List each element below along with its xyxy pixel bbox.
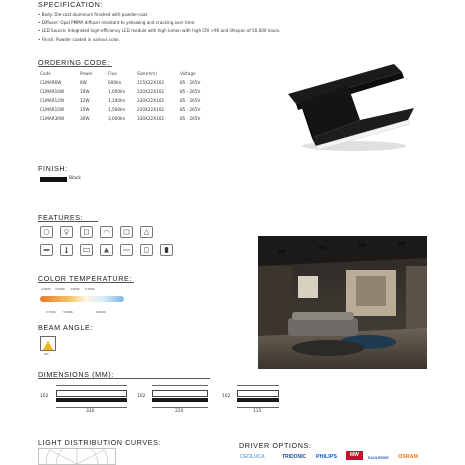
color-temperature-heading: COLOR TEMPERATURE: — [38, 274, 132, 283]
cell-voltage: 85 - 265V — [180, 98, 201, 103]
ordering-table — [40, 69, 220, 123]
cell-power: 30W — [80, 116, 90, 121]
ct-label: 6,500K — [96, 310, 106, 314]
cell-voltage: 85 - 265V — [180, 116, 201, 121]
cell-size: 330X22X102 — [137, 98, 165, 103]
dimension-height: 102 — [222, 394, 231, 399]
fixture-side-view — [152, 390, 208, 397]
dimension-length: 115 — [253, 409, 262, 414]
col-header-voltage: Voltage — [180, 71, 196, 76]
cell-voltage: 85 - 265V — [180, 107, 201, 112]
fixture-side-view — [56, 390, 127, 397]
fixture-bottom-view — [237, 398, 279, 402]
ct-label: 3,500K — [63, 310, 73, 314]
track-icon — [120, 244, 133, 256]
energy-saving-icon — [40, 226, 53, 238]
table-row — [40, 96, 220, 105]
cell-flux: 1,500lm — [108, 107, 126, 112]
temperature-icon — [60, 244, 73, 256]
ct-label: 2,000K — [41, 287, 51, 291]
cell-code: CLMAR30W — [40, 116, 65, 121]
cell-size: 115X22X102 — [137, 80, 165, 85]
beam-angle-label: 60° — [44, 352, 49, 356]
light-distribution-heading: LIGHT DISTRIBUTION CURVES: — [38, 438, 162, 447]
cell-code: CLMAR6W — [40, 80, 62, 85]
finish-label: Black — [69, 176, 81, 181]
driver-options-heading: DRIVER OPTIONS: — [239, 441, 312, 450]
cell-code: CLMAR15W — [40, 107, 65, 112]
driver-logo-ceoluca: CEOLUCA — [240, 454, 265, 460]
finish-heading: FINISH: — [38, 164, 68, 173]
color-temperature-bar — [40, 296, 124, 302]
heading-underline — [38, 221, 98, 222]
cell-power: 6W — [80, 80, 87, 85]
ordering-code-heading: ORDERING CODE: — [38, 58, 110, 67]
cell-power: 15W — [80, 107, 90, 112]
install-icon — [140, 244, 153, 256]
cell-code: CLMAR12W — [40, 98, 65, 103]
fixture-icon — [40, 244, 53, 256]
table-row — [40, 87, 220, 96]
cell-flux: 1,200lm — [108, 98, 126, 103]
product-image — [276, 62, 426, 154]
driver-logo-tridonic: TRIDONIC — [282, 454, 307, 460]
cell-size: 220X22X102 — [137, 107, 165, 112]
col-header-power: Power — [80, 71, 93, 76]
driver-logo-eaglerise: EAGLERISE — [368, 456, 389, 460]
beam-angle-icon — [40, 336, 56, 351]
dimension-height: 102 — [40, 394, 49, 399]
bulb-icon — [60, 226, 73, 238]
ct-label: 5,000K — [85, 287, 95, 291]
cri-icon — [140, 226, 153, 238]
driver-logo-osram: OSRAM — [398, 454, 419, 460]
fixture-bottom-view — [56, 398, 127, 402]
col-header-code: Code — [40, 71, 51, 76]
fixture-side-view — [237, 390, 279, 397]
table-row — [40, 114, 220, 123]
driver-logo-philips: PHILIPS — [316, 454, 337, 460]
cell-power: 12W — [80, 98, 90, 103]
table-row — [40, 105, 220, 114]
spec-item: • LED Source: Integrated high-efficiency LED module with high lumen with high CRI >90 and lifespan of 50,000 hours. — [38, 28, 281, 34]
heading-underline — [38, 282, 134, 283]
specification-list — [38, 11, 338, 44]
light-distribution-chart — [38, 448, 116, 465]
cell-flux: 600lm — [108, 80, 122, 85]
finish-swatch — [40, 177, 67, 182]
fixture-bottom-view — [152, 398, 208, 402]
ct-label: 4,000K — [70, 287, 80, 291]
dimension-length: 330 — [86, 409, 95, 414]
table-row — [40, 78, 220, 87]
lifespan-icon — [120, 226, 133, 238]
chip-icon — [80, 226, 93, 238]
driver-logo-meanwell — [346, 451, 363, 460]
beam-icon — [100, 244, 113, 256]
cell-flux: 1,000lm — [108, 89, 126, 94]
cell-power: 10W — [80, 89, 90, 94]
dimension-length: 220 — [175, 409, 184, 414]
heading-underline — [38, 378, 210, 379]
dimensions-heading: DIMENSIONS (MM): — [38, 370, 114, 379]
ct-label: 3,000K — [55, 287, 65, 291]
spec-item: • Body: Die-cast aluminum finished with powder-coat. — [38, 12, 149, 17]
col-header-size: Size(mm) — [137, 71, 158, 76]
col-header-flux: Flux — [108, 71, 117, 76]
rotation-icon — [100, 226, 113, 238]
cell-size: 220X22X102 — [137, 89, 165, 94]
beam-angle-heading: BEAM ANGLE: — [38, 323, 93, 332]
interior-photo — [258, 236, 427, 369]
dimension-height: 102 — [137, 394, 146, 399]
driver-logo-meanwell-text: MW — [350, 452, 359, 458]
cell-size: 330X22X102 — [137, 116, 165, 121]
cell-flux: 3,000lm — [108, 116, 126, 121]
dimmable-icon — [160, 244, 173, 256]
features-heading: FEATURES: — [38, 213, 84, 222]
cell-voltage: 85 - 265V — [180, 80, 201, 85]
spec-item: • Diffuser: Opal PMMA diffuser resistant to yellowing and cracking over time. — [38, 20, 196, 26]
driver-icon — [80, 244, 93, 256]
heading-underline — [38, 66, 112, 67]
ct-label: 2,700K — [46, 310, 56, 314]
specification-heading: SPECIFICATION: — [38, 0, 103, 9]
table-header-row — [40, 69, 220, 78]
cell-voltage: 85 - 265V — [180, 89, 201, 94]
cell-code: CLMAR10W — [40, 89, 65, 94]
spec-item: • Finish: Powder coated in various color. — [38, 36, 120, 42]
